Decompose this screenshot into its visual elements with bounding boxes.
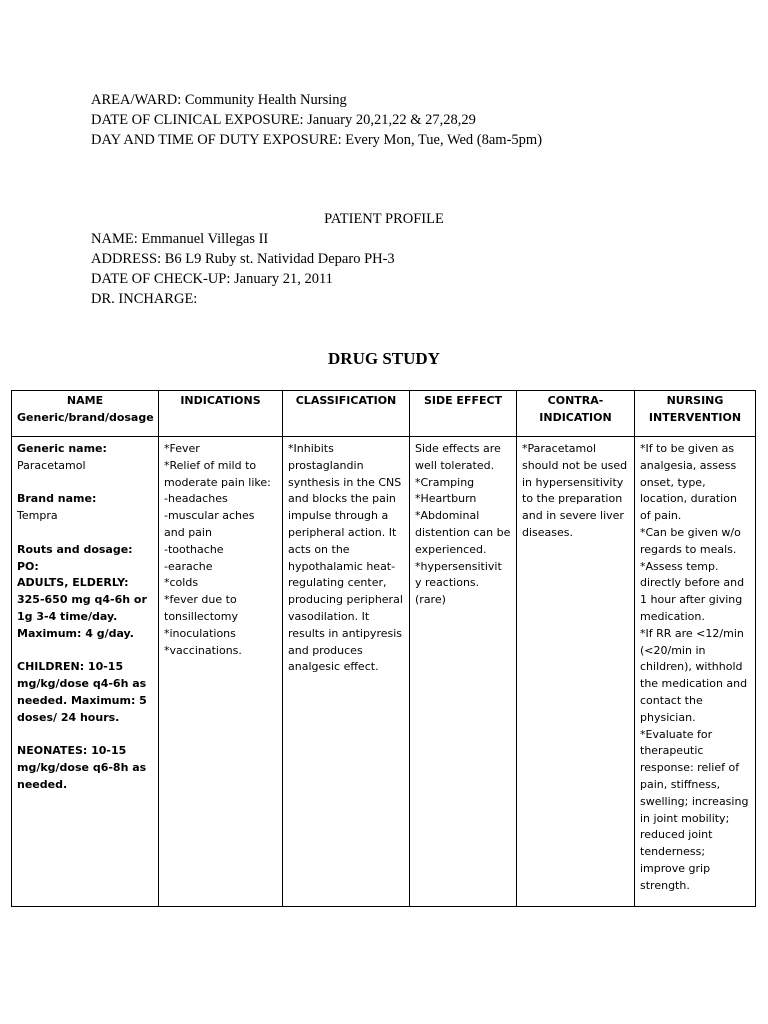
cell-indications: *Fever *Relief of mild to moderate pain like: -headaches -muscular aches and pain -toothache -earache *colds *fever due to tonsillectomy *inoculations *vaccinations. — [159, 437, 283, 907]
column-header-contraindication: CONTRA- INDICATION — [517, 391, 635, 437]
route-dosage-label: Routs and dosage: PO: — [17, 542, 133, 573]
column-header-side-effect: SIDE EFFECT — [410, 391, 517, 437]
column-header-name: NAME Generic/brand/dosage — [12, 391, 159, 437]
doctor-incharge: DR. INCHARGE: — [91, 291, 198, 307]
patient-profile-title: PATIENT PROFILE — [324, 211, 444, 227]
patient-address: ADDRESS: B6 L9 Ruby st. Natividad Deparo PH-3 — [91, 251, 395, 267]
cell-contraindication: *Paracetamol should not be used in hypersensitivity to the preparation and in severe liver diseases. — [517, 437, 635, 907]
table-header-row — [12, 391, 756, 437]
exposure-header — [91, 90, 542, 150]
drug-study-table — [11, 390, 756, 907]
table-row — [12, 437, 756, 907]
patient-profile — [91, 229, 395, 309]
adults-dosage: ADULTS, ELDERLY: 325-650 mg q4-6h or 1g 3-4 time/day. Maximum: 4 g/day. — [17, 576, 147, 640]
generic-name-value: Paracetamol — [17, 458, 86, 472]
cell-name-dosage — [12, 437, 159, 907]
column-header-indications: INDICATIONS — [159, 391, 283, 437]
brand-name-label: Brand name: — [17, 492, 97, 506]
day-and-time-of-duty: DAY AND TIME OF DUTY EXPOSURE: Every Mon, Tue, Wed (8am-5pm) — [91, 132, 543, 148]
column-header-classification: CLASSIFICATION — [283, 391, 410, 437]
cell-nursing-intervention: *If to be given as analgesia, assess onset, type, location, duration of pain. *Can be given w/o regards to meals. *Assess temp. directly before and 1 hour after giving medication. *If RR are <12/min (<20/min in children), withhold the medication and contact the physician. *Evaluate for therapeutic response: relief of pain, stiffness, swelling; increasing in joint mobility; reduced joint tenderness; improve grip strength. — [635, 437, 756, 907]
date-of-clinical-exposure: DATE OF CLINICAL EXPOSURE: January 20,21,22 & 27,28,29 — [91, 112, 476, 128]
cell-side-effect: Side effects are well tolerated. *Cramping *Heartburn *Abdominal distention can be experienced. *hypersensitivit y reactions. (rare) — [410, 437, 517, 907]
cell-classification: *Inhibits prostaglandin synthesis in the CNS and blocks the pain impulse through a peripheral action. It acts on the hypothalamic heat-regulating center, producing peripheral vasodilation. It results in antipyresis and produces analgesic effect. — [283, 437, 410, 907]
children-dosage: CHILDREN: 10-15 mg/kg/dose q4-6h as needed. Maximum: 5 doses/ 24 hours. — [17, 660, 147, 724]
patient-name: NAME: Emmanuel Villegas II — [91, 231, 269, 247]
area-ward: AREA/WARD: Community Health Nursing — [91, 92, 347, 108]
column-header-nursing-intervention: NURSING INTERVENTION — [635, 391, 756, 437]
brand-name-value: Tempra — [17, 509, 58, 523]
generic-name-label: Generic name: — [17, 442, 107, 455]
date-of-checkup: DATE OF CHECK-UP: January 21, 2011 — [91, 271, 333, 287]
neonates-dosage: NEONATES: 10-15 mg/kg/dose q6-8h as needed. — [17, 744, 147, 791]
drug-study-title: DRUG STUDY — [328, 349, 440, 368]
